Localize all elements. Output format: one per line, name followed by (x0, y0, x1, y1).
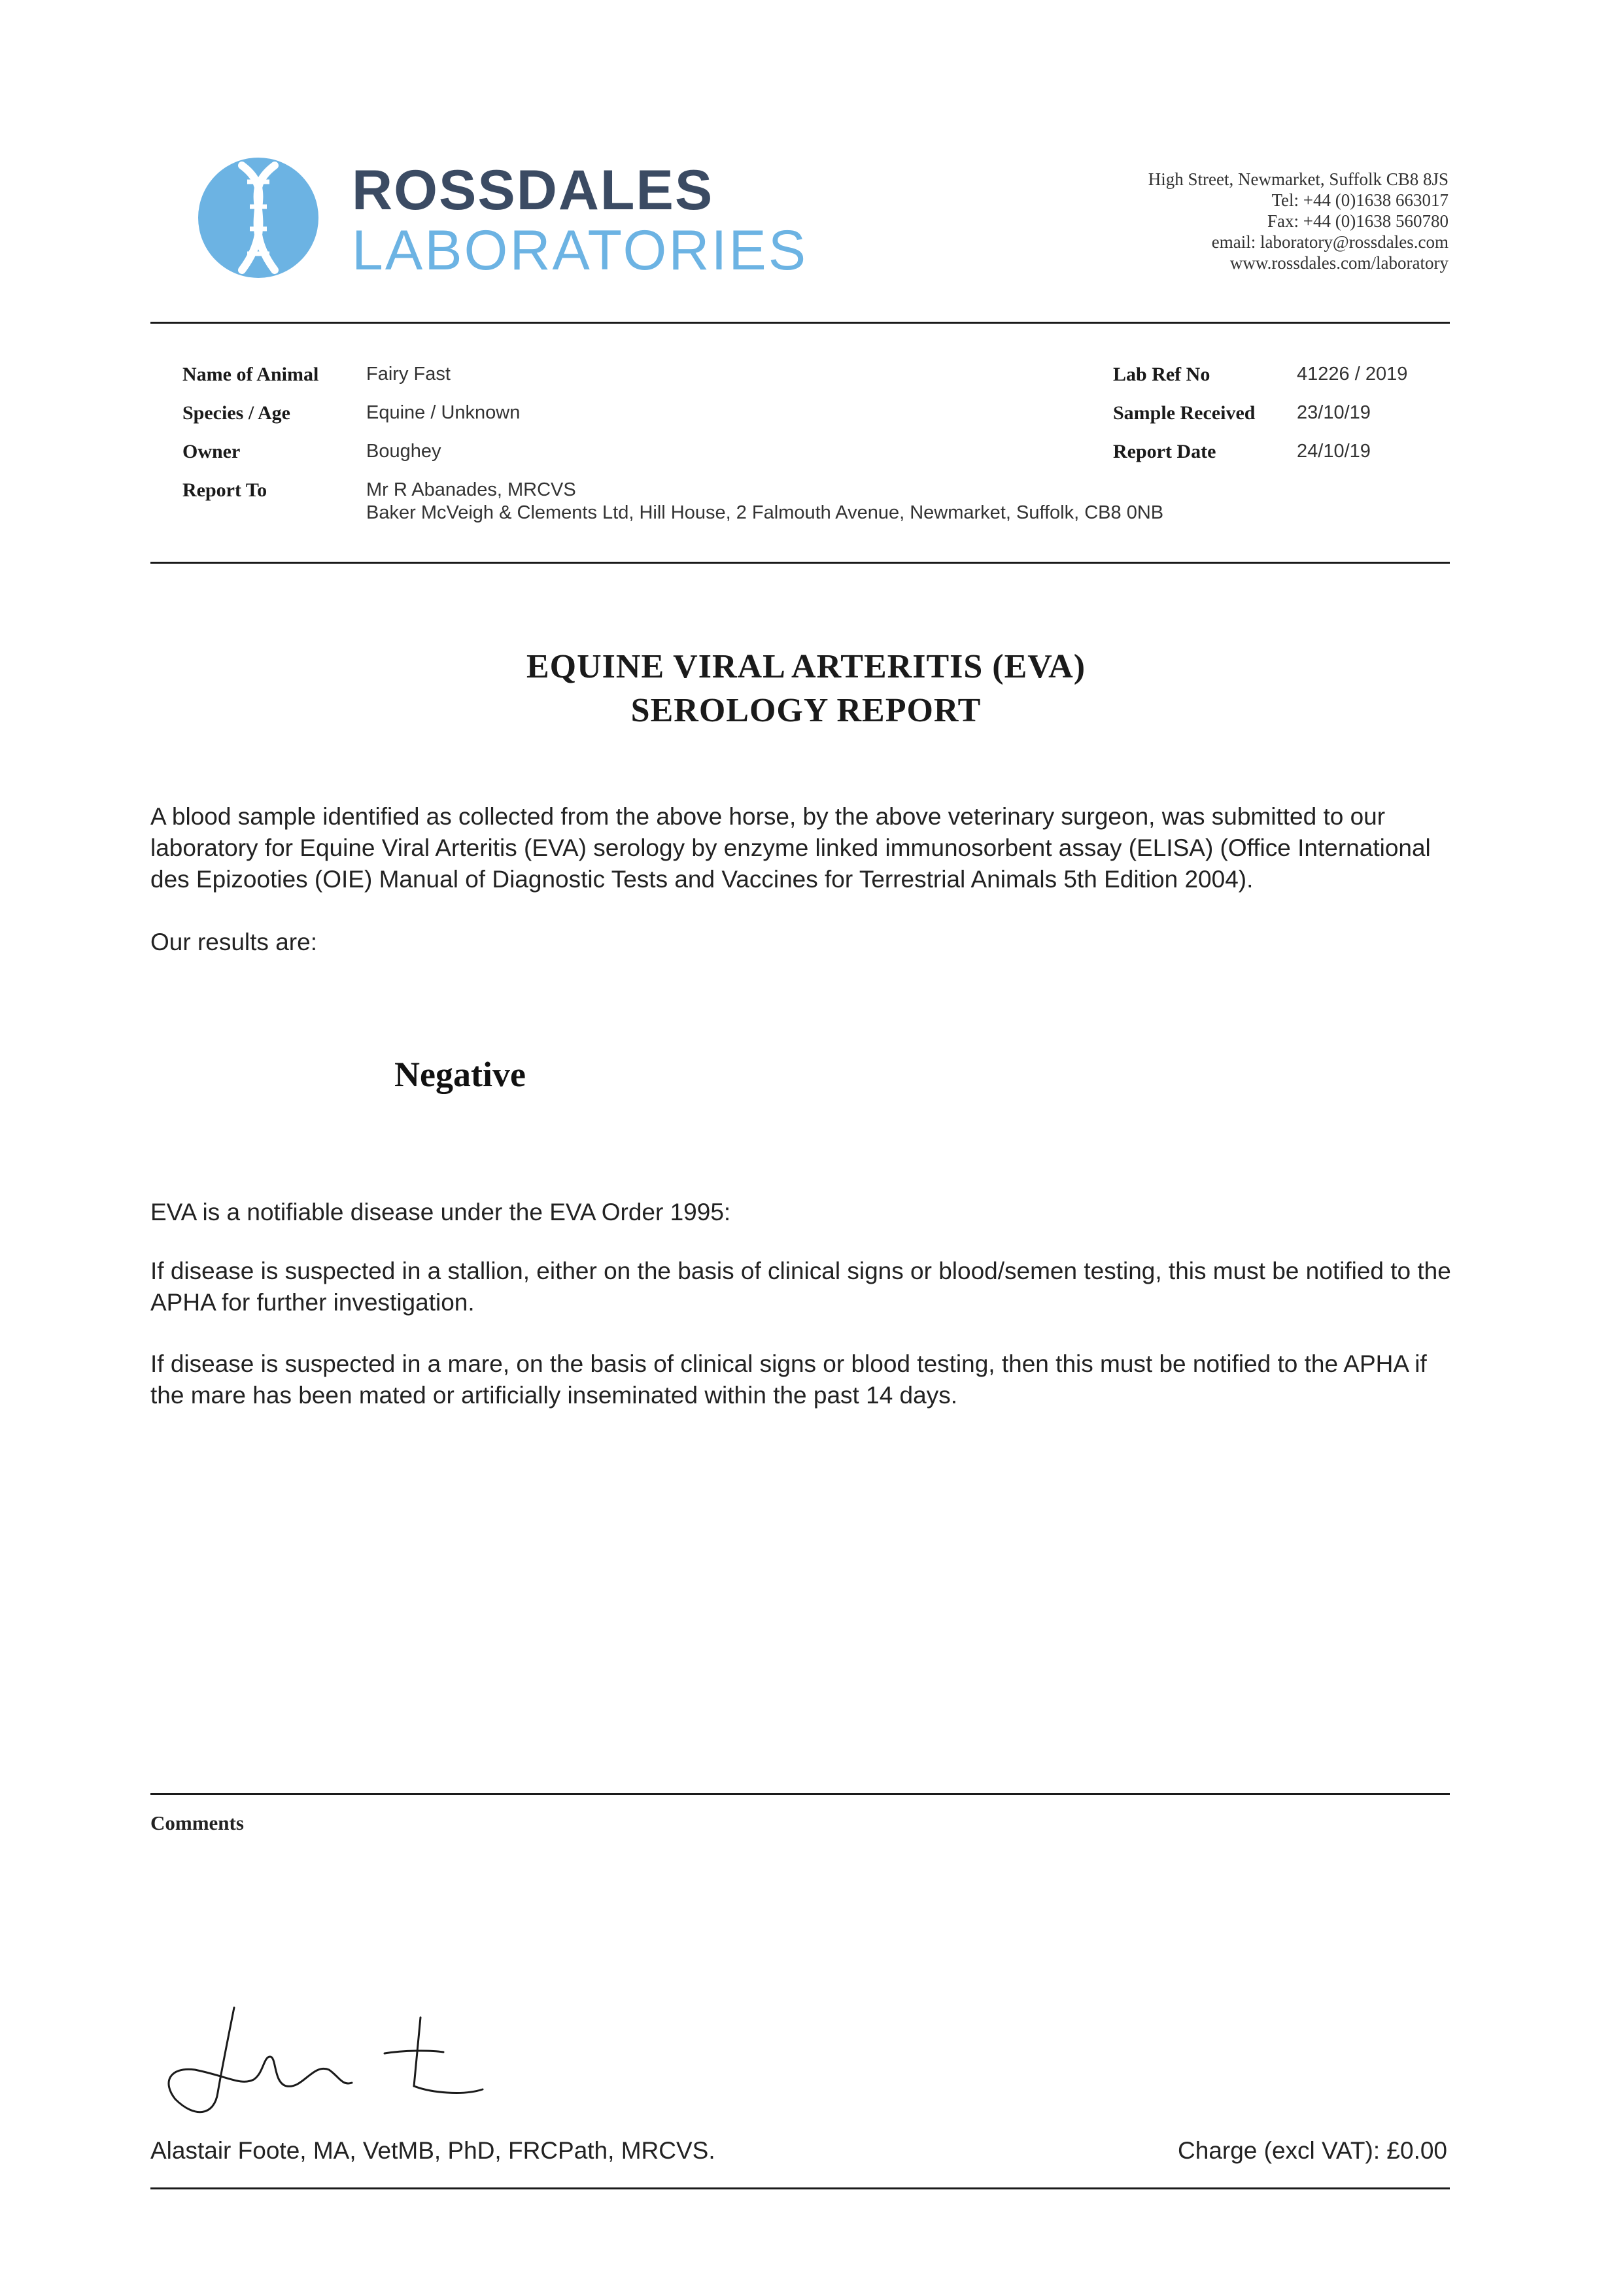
signatory-name: Alastair Foote, MA, VetMB, PhD, FRCPath, MRCVS. (150, 2137, 715, 2164)
report-to-label: Report To (182, 479, 267, 501)
name-of-animal-value: Fairy Fast (366, 364, 451, 385)
report-title-line2: SEROLOGY REPORT (630, 692, 982, 729)
owner-value: Boughey (366, 441, 441, 462)
intro-paragraph: A blood sample identified as collected from the above horse, by the above veterinary surgeon, was submitted to our laboratory for Equine Viral Arteritis (EVA) serology by enzyme linked immunosorbent assay (ELISA) (Office International des Epizooties (OIE) Manual of Diagnostic Tests and Vaccines for Terrestrial Animals 5th Edition 2004). (150, 803, 1431, 893)
footer-divider (150, 2187, 1450, 2189)
header-divider (150, 322, 1450, 324)
report-date-value: 24/10/19 (1297, 441, 1371, 462)
comments-divider (150, 1793, 1450, 1795)
report-to-value-name: Mr R Abanades, MRCVS (366, 479, 576, 500)
owner-label: Owner (182, 441, 241, 462)
stallion-notice: If disease is suspected in a stallion, either on the basis of clinical signs or blood/semen testing, this must be notified to the APHA for further investigation. (150, 1258, 1451, 1316)
lab-ref-label: Lab Ref No (1113, 364, 1210, 385)
lab-ref-value: 41226 / 2019 (1297, 364, 1408, 385)
species-age-value: Equine / Unknown (366, 402, 521, 423)
report-to-value-address: Baker McVeigh & Clements Ltd, Hill House, 2 Falmouth Avenue, Newmarket, Suffolk, CB8 0NB (366, 502, 1164, 523)
notifiable-notice: EVA is a notifiable disease under the EVA Order 1995: (150, 1199, 731, 1225)
dna-helix-icon (196, 156, 320, 280)
sample-received-label: Sample Received (1113, 402, 1256, 424)
comments-label: Comments (150, 1811, 244, 1834)
lab-phone: Tel: +44 (0)1638 663017 (1271, 190, 1449, 210)
lab-fax: Fax: +44 (0)1638 560780 (1267, 211, 1449, 231)
report-date-label: Report Date (1113, 441, 1216, 462)
lab-contact-block (1148, 169, 1449, 273)
test-result: Negative (394, 1055, 526, 1094)
name-of-animal-label: Name of Animal (182, 364, 319, 385)
charge-amount: Charge (excl VAT): £0.00 (1178, 2137, 1447, 2164)
sample-received-value: 23/10/19 (1297, 402, 1371, 423)
mare-notice: If disease is suspected in a mare, on the basis of clinical signs or blood testing, then this must be notified to the APHA if the mare has been mated or artificially inseminated within the past 14 days. (150, 1350, 1427, 1409)
species-age-label: Species / Age (182, 402, 290, 424)
brand-name-line1: ROSSDALES (352, 159, 714, 222)
lab-website: www.rossdales.com/laboratory (1229, 253, 1449, 273)
report-title-line1: EQUINE VIRAL ARTERITIS (EVA) (526, 648, 1086, 685)
details-divider (150, 562, 1450, 564)
brand-name-line2: LABORATORIES (352, 219, 808, 282)
lab-address: High Street, Newmarket, Suffolk CB8 8JS (1148, 169, 1449, 189)
lab-email: email: laboratory@rossdales.com (1211, 232, 1449, 252)
results-intro: Our results are: (150, 929, 317, 955)
signature-image (156, 1995, 496, 2125)
